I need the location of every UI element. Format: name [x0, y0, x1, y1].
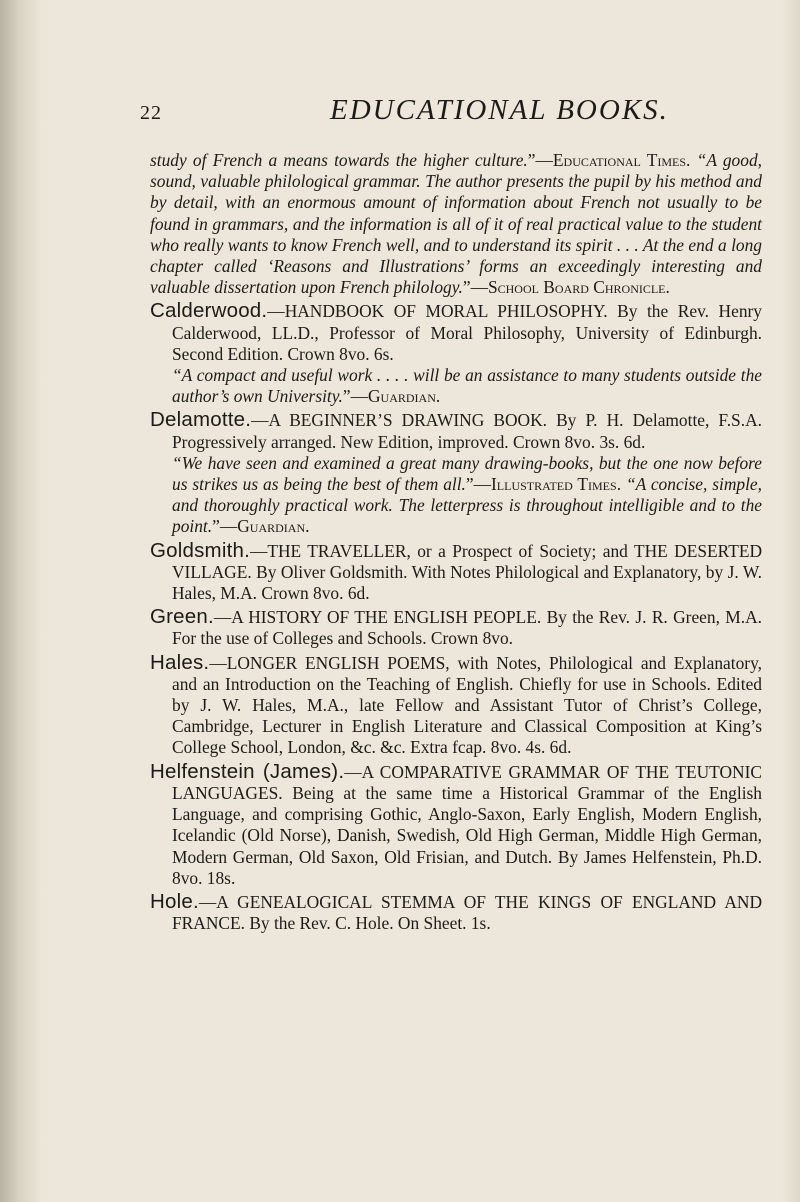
page-header: [0, 94, 800, 134]
entry-body: with Notes, Philological and Explanatory, and an Introduction on the Teaching of English. Chiefly for use in Schools. Edited by J. W. Hales, M.A., late Fellow and Assistant Tutor of Christ’s College, Cambridge, Lecturer in English Literature and Classical Composition at King’s College School, London, &c. &c. Extra fcap. 8vo. 4s. 6d.: [172, 652, 762, 758]
entry-body: By the Rev. Henry Calderwood, LL.D., Professor of Moral Philosophy, University of Edinburgh. Second Edition. Crown 8vo. 6s.: [172, 301, 763, 364]
entry-body: Being at the same time a Historical Grammar of the English Language, and comprising Gothic, Anglo-Saxon, Early English, Modern English, Icelandic (Old Norse), Danish, Swedish, Old High German, Middle High German, Modern German, Old Saxon, Old Frisian, and Dutch. By James Helfenstein, Ph.D. 8vo. 18s.: [172, 782, 762, 888]
entry-title: —A GENEALOGICAL STEMMA OF THE KINGS OF ENGLAND AND FRANCE.: [172, 891, 762, 934]
entry-title: —LONGER ENGLISH POEMS,: [209, 652, 450, 673]
entry-title: —A BEGINNER’S DRAWING BOOK.: [251, 410, 547, 431]
entry-author: Green.: [150, 605, 214, 629]
entry-title: —THE TRAVELLER, or a Prospect of Society; and THE DESERTED VILLAGE.: [172, 540, 762, 582]
review-source: ”—Guardian.: [212, 516, 310, 537]
entry-title: —HANDBOOK OF MORAL PHILOSOPHY.: [267, 301, 608, 322]
entry-author: Hales.: [150, 650, 210, 674]
catalogue-entry-helfenstein: [150, 761, 762, 889]
catalogue-entry-calderwood: [150, 300, 762, 407]
catalogue-entry-delamotte: [150, 409, 762, 537]
entry-author: Helfenstein (James).: [150, 759, 345, 783]
binding-shadow: [0, 0, 42, 1202]
review-source: ”—School Board Chronicle.: [462, 277, 670, 298]
catalogue-entry-green: [150, 606, 762, 649]
review-quote: “We have seen and examined a great many drawing-books, but the one now before us strikes us as being the best of them all.: [172, 452, 762, 495]
continued-review: [150, 150, 762, 298]
entry-author: Goldsmith.: [150, 538, 250, 562]
review-quote: “A compact and useful work . . . . will be an assistance to many students outside the author’s own University.: [172, 365, 762, 407]
catalogue-text: [150, 150, 762, 936]
review-quote: “A good, sound, valuable philological grammar. The author presents the pupil by his method and by detail, with an enormous amount of information about French not usually to be found in grammars, and the information is all of it of real practical value to the student who really wants to know French well, and to understand its spirit . . . At the end a long chapter called ‘Reasons and Illustrations’ forms an exceedingly interesting and valuable dissertation upon French philology.: [150, 150, 762, 298]
running-title: EDUCATIONAL BOOKS.: [330, 94, 669, 126]
page-number: 22: [140, 102, 162, 124]
review-source: ”—Illustrated Times.: [465, 474, 622, 495]
catalogue-entry-hole: [150, 891, 762, 934]
entry-title: —A HISTORY OF THE ENGLISH PEOPLE.: [213, 607, 542, 628]
catalogue-entry-hales: [150, 652, 762, 759]
entry-author: Delamotte.: [150, 408, 252, 432]
entry-title: —A COMPARATIVE GRAMMAR OF THE TEUTONIC LANGUAGES.: [172, 761, 763, 803]
review-source: ”—Guardian.: [342, 386, 441, 407]
entry-body: By the Rev. C. Hole. On Sheet. 1s.: [244, 913, 491, 934]
review-quote: “A concise, simple, and thoroughly practical work. The letterpress is throughout intelligible and to the point.: [172, 474, 762, 537]
review-quote: study of French a means towards the higher culture.: [150, 150, 528, 170]
entry-body: By the Rev. J. R. Green, M.A. For the use of Colleges and Schools. Crown 8vo.: [172, 607, 762, 649]
page-edge: [782, 0, 800, 1202]
entry-body: By Oliver Goldsmith. With Notes Philological and Explanatory, by J. W. Hales, M.A. Crown 8vo. 6d.: [172, 561, 762, 604]
entry-author: Hole.: [150, 889, 199, 913]
entry-author: Calderwood.: [150, 299, 268, 323]
catalogue-entry-goldsmith: [150, 540, 762, 605]
entry-body: By P. H. Delamotte, F.S.A. Progressively arranged. New Edition, improved. Crown 8vo. 3s. 6d.: [172, 410, 762, 452]
review-source: ”—Educational Times.: [527, 150, 691, 170]
